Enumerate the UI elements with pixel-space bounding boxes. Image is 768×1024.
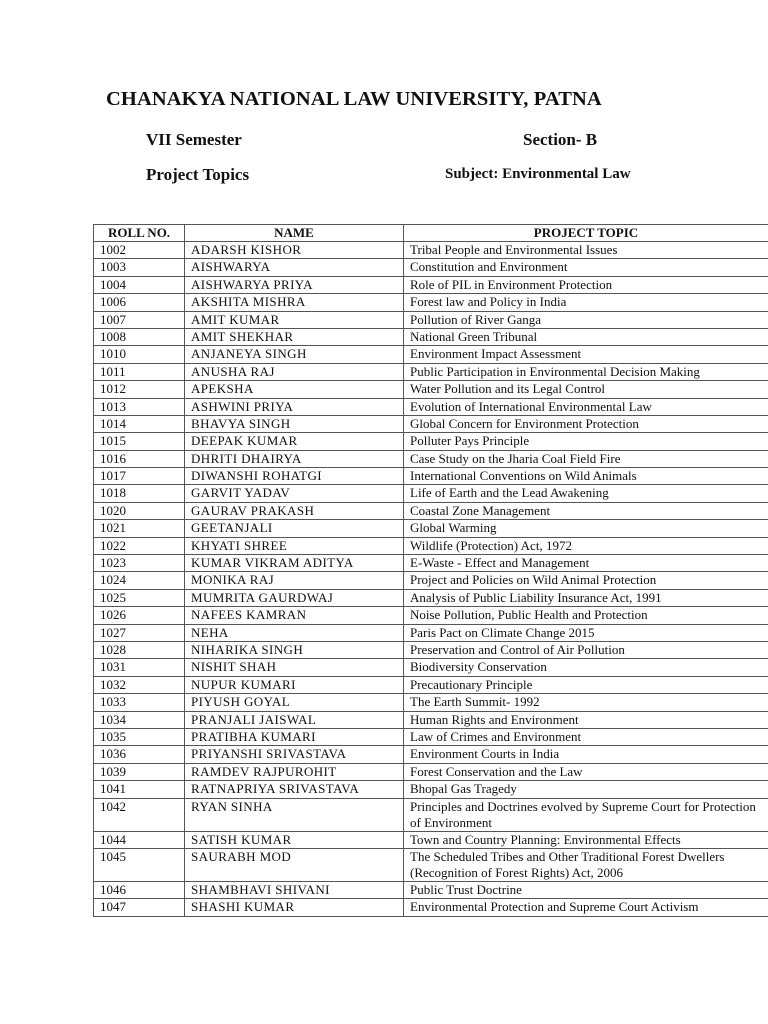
name-cell: GAURAV PRAKASH	[185, 502, 404, 519]
roll-no-cell: 1017	[94, 468, 185, 485]
name-cell: PRIYANSHI SRIVASTAVA	[185, 746, 404, 763]
roll-no-cell: 1012	[94, 381, 185, 398]
project-topic-cell: National Green Tribunal	[404, 328, 768, 345]
name-cell: PIYUSH GOYAL	[185, 694, 404, 711]
table-row	[94, 572, 768, 589]
project-topic-cell: Town and Country Planning: Environmental Effects	[404, 831, 768, 848]
project-topic-cell: Human Rights and Environment	[404, 711, 768, 728]
project-topic-cell: Coastal Zone Management	[404, 502, 768, 519]
section-label: Section- B	[523, 130, 598, 149]
project-topic-cell: Noise Pollution, Public Health and Protection	[404, 607, 768, 624]
project-topic-cell: Case Study on the Jharia Coal Field Fire	[404, 450, 768, 467]
table-header-row	[94, 225, 768, 242]
table-row	[94, 781, 768, 798]
roll-no-cell: 1013	[94, 398, 185, 415]
name-cell: ASHWINI PRIYA	[185, 398, 404, 415]
roll-no-cell: 1008	[94, 328, 185, 345]
project-topic-cell: Paris Pact on Climate Change 2015	[404, 624, 768, 641]
table-row	[94, 555, 768, 572]
project-topic-cell: Biodiversity Conservation	[404, 659, 768, 676]
roll-no-cell: 1007	[94, 311, 185, 328]
roll-no-cell: 1047	[94, 899, 185, 916]
table-row	[94, 328, 768, 345]
project-topic-cell: Polluter Pays Principle	[404, 433, 768, 450]
project-topic-cell: International Conventions on Wild Animals	[404, 468, 768, 485]
roll-no-cell: 1036	[94, 746, 185, 763]
name-cell: KHYATI SHREE	[185, 537, 404, 554]
table-row	[94, 363, 768, 380]
name-cell: PRATIBHA KUMARI	[185, 728, 404, 745]
name-cell: SATISH KUMAR	[185, 831, 404, 848]
name-cell: NAFEES KAMRAN	[185, 607, 404, 624]
name-cell: KUMAR VIKRAM ADITYA	[185, 555, 404, 572]
table-row	[94, 294, 768, 311]
table-row	[94, 676, 768, 693]
table-row	[94, 276, 768, 293]
project-topic-cell: Global Warming	[404, 520, 768, 537]
name-cell: GARVIT YADAV	[185, 485, 404, 502]
table-row	[94, 607, 768, 624]
table-row	[94, 641, 768, 658]
roll-no-cell: 1031	[94, 659, 185, 676]
project-topic-cell: Principles and Doctrines evolved by Supreme Court for Protection of Environment	[404, 798, 768, 831]
roll-no-cell: 1021	[94, 520, 185, 537]
name-cell: DIWANSHI ROHATGI	[185, 468, 404, 485]
table-row	[94, 520, 768, 537]
name-cell: BHAVYA SINGH	[185, 415, 404, 432]
project-topic-cell: Precautionary Principle	[404, 676, 768, 693]
project-topic-cell: Water Pollution and its Legal Control	[404, 381, 768, 398]
name-cell: AKSHITA MISHRA	[185, 294, 404, 311]
roll-no-cell: 1020	[94, 502, 185, 519]
project-topic-cell: Analysis of Public Liability Insurance Act, 1991	[404, 589, 768, 606]
table-row	[94, 589, 768, 606]
project-topic-cell: Wildlife (Protection) Act, 1972	[404, 537, 768, 554]
name-cell: AMIT SHEKHAR	[185, 328, 404, 345]
project-topics-table	[93, 224, 768, 917]
name-cell: NEHA	[185, 624, 404, 641]
project-topic-cell: Pollution of River Ganga	[404, 311, 768, 328]
table-row	[94, 242, 768, 259]
project-topic-cell: Global Concern for Environment Protection	[404, 415, 768, 432]
roll-no-cell: 1042	[94, 798, 185, 831]
table-row	[94, 398, 768, 415]
project-topic-cell: Life of Earth and the Lead Awakening	[404, 485, 768, 502]
roll-no-cell: 1026	[94, 607, 185, 624]
project-topic-cell: Public Participation in Environmental Decision Making	[404, 363, 768, 380]
table-row	[94, 848, 768, 881]
roll-no-cell: 1032	[94, 676, 185, 693]
name-cell: GEETANJALI	[185, 520, 404, 537]
table-row	[94, 798, 768, 831]
project-topic-cell: The Earth Summit- 1992	[404, 694, 768, 711]
roll-no-cell: 1039	[94, 763, 185, 780]
roll-no-cell: 1016	[94, 450, 185, 467]
name-cell: SAURABH MOD	[185, 848, 404, 881]
project-topics-label: Project Topics	[146, 165, 250, 184]
roll-no-cell: 1011	[94, 363, 185, 380]
name-cell: NUPUR KUMARI	[185, 676, 404, 693]
table-row	[94, 311, 768, 328]
table-row	[94, 746, 768, 763]
roll-no-cell: 1024	[94, 572, 185, 589]
roll-no-cell: 1044	[94, 831, 185, 848]
project-topic-cell: Project and Policies on Wild Animal Protection	[404, 572, 768, 589]
name-cell: NIHARIKA SINGH	[185, 641, 404, 658]
name-cell: ANUSHA RAJ	[185, 363, 404, 380]
roll-no-cell: 1034	[94, 711, 185, 728]
name-cell: SHAMBHAVI SHIVANI	[185, 881, 404, 898]
roll-no-cell: 1015	[94, 433, 185, 450]
name-cell: DHRITI DHAIRYA	[185, 450, 404, 467]
project-topic-cell: Forest Conservation and the Law	[404, 763, 768, 780]
name-cell: RATNAPRIYA SRIVASTAVA	[185, 781, 404, 798]
roll-no-cell: 1010	[94, 346, 185, 363]
table-row	[94, 831, 768, 848]
project-topic-cell: Forest law and Policy in India	[404, 294, 768, 311]
name-cell: AMIT KUMAR	[185, 311, 404, 328]
table-row	[94, 433, 768, 450]
column-header-roll-no: ROLL NO.	[94, 225, 185, 242]
roll-no-cell: 1041	[94, 781, 185, 798]
roll-no-cell: 1025	[94, 589, 185, 606]
name-cell: RYAN SINHA	[185, 798, 404, 831]
semester-label: VII Semester	[146, 130, 242, 149]
project-topic-cell: E-Waste - Effect and Management	[404, 555, 768, 572]
name-cell: ANJANEYA SINGH	[185, 346, 404, 363]
project-topic-cell: Law of Crimes and Environment	[404, 728, 768, 745]
project-topic-cell: The Scheduled Tribes and Other Traditional Forest Dwellers (Recognition of Forest Rights) Act, 2006	[404, 848, 768, 881]
table-row	[94, 624, 768, 641]
roll-no-cell: 1006	[94, 294, 185, 311]
roll-no-cell: 1014	[94, 415, 185, 432]
project-topic-cell: Environmental Protection and Supreme Court Activism	[404, 899, 768, 916]
roll-no-cell: 1002	[94, 242, 185, 259]
name-cell: AISHWARYA PRIYA	[185, 276, 404, 293]
project-topic-cell: Constitution and Environment	[404, 259, 768, 276]
project-topic-cell: Bhopal Gas Tragedy	[404, 781, 768, 798]
table-row	[94, 346, 768, 363]
table-row	[94, 728, 768, 745]
roll-no-cell: 1023	[94, 555, 185, 572]
table-row	[94, 711, 768, 728]
university-title: CHANAKYA NATIONAL LAW UNIVERSITY, PATNA	[106, 88, 602, 110]
table-row	[94, 485, 768, 502]
name-cell: ADARSH KISHOR	[185, 242, 404, 259]
column-header-project-topic: PROJECT TOPIC	[404, 225, 768, 242]
project-topic-cell: Public Trust Doctrine	[404, 881, 768, 898]
table-row	[94, 381, 768, 398]
table-row	[94, 415, 768, 432]
table-row	[94, 502, 768, 519]
roll-no-cell: 1028	[94, 641, 185, 658]
table-row	[94, 659, 768, 676]
name-cell: MUMRITA GAURDWAJ	[185, 589, 404, 606]
project-topic-cell: Environment Impact Assessment	[404, 346, 768, 363]
roll-no-cell: 1035	[94, 728, 185, 745]
project-topic-cell: Evolution of International Environmental Law	[404, 398, 768, 415]
roll-no-cell: 1018	[94, 485, 185, 502]
project-topic-cell: Environment Courts in India	[404, 746, 768, 763]
table-row	[94, 881, 768, 898]
table-body	[94, 242, 768, 917]
table-row	[94, 468, 768, 485]
name-cell: SHASHI KUMAR	[185, 899, 404, 916]
name-cell: RAMDEV RAJPUROHIT	[185, 763, 404, 780]
table-row	[94, 259, 768, 276]
roll-no-cell: 1022	[94, 537, 185, 554]
table-row	[94, 537, 768, 554]
roll-no-cell: 1027	[94, 624, 185, 641]
project-topic-cell: Tribal People and Environmental Issues	[404, 242, 768, 259]
name-cell: NISHIT SHAH	[185, 659, 404, 676]
table-row	[94, 450, 768, 467]
name-cell: APEKSHA	[185, 381, 404, 398]
name-cell: DEEPAK KUMAR	[185, 433, 404, 450]
roll-no-cell: 1045	[94, 848, 185, 881]
table-row	[94, 763, 768, 780]
roll-no-cell: 1046	[94, 881, 185, 898]
subject-label: Subject: Environmental Law	[445, 166, 631, 182]
table-row	[94, 694, 768, 711]
column-header-name: NAME	[185, 225, 404, 242]
project-topic-cell: Role of PIL in Environment Protection	[404, 276, 768, 293]
roll-no-cell: 1033	[94, 694, 185, 711]
name-cell: MONIKA RAJ	[185, 572, 404, 589]
project-topic-cell: Preservation and Control of Air Pollution	[404, 641, 768, 658]
roll-no-cell: 1004	[94, 276, 185, 293]
name-cell: PRANJALI JAISWAL	[185, 711, 404, 728]
name-cell: AISHWARYA	[185, 259, 404, 276]
roll-no-cell: 1003	[94, 259, 185, 276]
table-row	[94, 899, 768, 916]
